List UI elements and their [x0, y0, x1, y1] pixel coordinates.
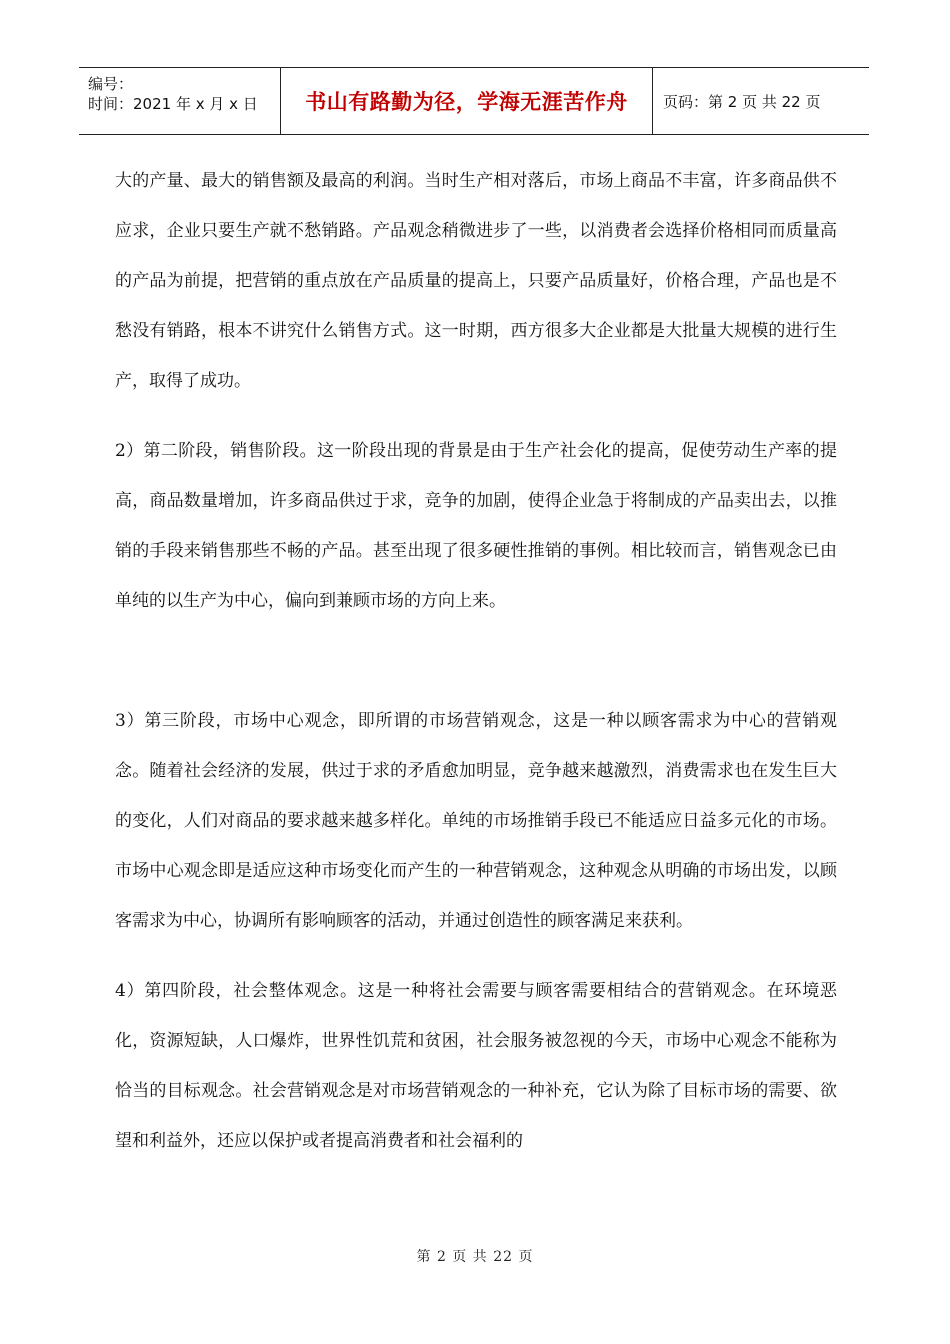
- paragraph-3: 3）第三阶段，市场中心观念，即所谓的市场营销观念，这是一种以顾客需求为中心的营销观念。随着社会经济的发展，供过于求的矛盾愈加明显，竞争越来越激烈，消费需求也在发生巨大的变化，人们对商品的要求越来越多样化。单纯的市场推销手段已不能适应日益多元化的市场。市场中心观念即是适应这种市场变化而产生的一种营销观念，这种观念从明确的市场出发，以顾客需求为中心，协调所有影响顾客的活动，并通过创造性的顾客满足来获利。: [115, 711, 837, 931]
- paragraph-4: 4）第四阶段，社会整体观念。这是一种将社会需要与顾客需要相结合的营销观念。在环境恶化，资源短缺，人口爆炸，世界性饥荒和贫困，社会服务被忽视的今天，市场中心观念不能称为恰当的目标观念。社会营销观念是对市场营销观念的一种补充，它认为除了目标市场的需要、欲望和利益外，还应以保护或者提高消费者和社会福利的: [115, 981, 837, 1151]
- document-header: [79, 67, 869, 135]
- document-code-label: 编号：: [88, 75, 134, 93]
- paragraph-1: 大的产量、最大的销售额及最高的利润。当时生产相对落后，市场上商品不丰富，许多商品供不应求，企业只要生产就不愁销路。产品观念稍微进步了一些，以消费者会选择价格相同而质量高的产品为前提，把营销的重点放在产品质量的提高上，只要产品质量好，价格合理，产品也是不愁没有销路，根本不讲究什么销售方式。这一时期，西方很多大企业都是大批量大规模的进行生产，取得了成功。: [115, 171, 837, 391]
- page-footer: 第 2 页 共 22 页: [416, 1249, 534, 1265]
- header-meta-cell: [79, 68, 281, 134]
- document-body: [115, 156, 837, 1166]
- header-motto: 书山有路勤为径，学海无涯苦作舟: [281, 68, 653, 134]
- paragraph-2: 2）第二阶段，销售阶段。这一阶段出现的背景是由于生产社会化的提高，促使劳动生产率的提高，商品数量增加，许多商品供过于求，竞争的加剧，使得企业急于将制成的产品卖出去，以推销的手段来销售那些不畅的产品。甚至出现了很多硬性推销的事例。相比较而言，销售观念已由单纯的以生产为中心，偏向到兼顾市场的方向上来。: [115, 441, 837, 611]
- header-page-info: 页码：第 2 页 共 22 页: [663, 92, 821, 111]
- document-date-label: 时间：2021 年 x 月 x 日: [88, 95, 258, 113]
